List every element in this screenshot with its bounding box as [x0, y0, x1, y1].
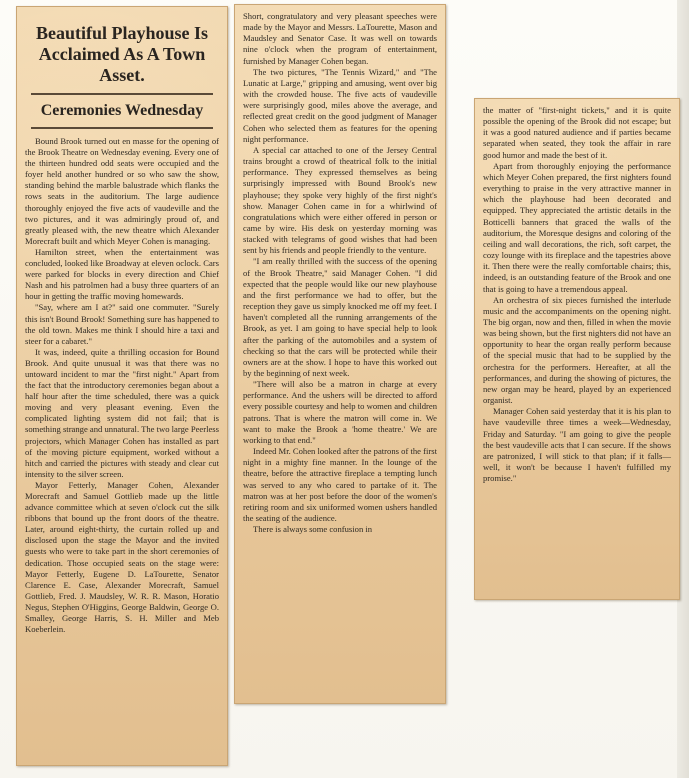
headline-rule — [31, 93, 213, 95]
left-paragraph-4: It was, indeed, quite a thrilling occasion for Bound Brook. And quite unusual it was that there was no untoward incident to mar the "first night." Apart from the fact that the introductory ceremonies began about a half hour after the time scheduled, there was a quick moving and very pleasant evening. Even the complicated lighting system did not fail; that is something strange and unnatural. The two large Peerless projectors, which Manager Cohen has installed as part of the moving picture equipment, worked without a hitch and carried the pictures with steady and clear cut intensity to the silver screen. — [25, 346, 219, 479]
right-paragraph-3: An orchestra of six pieces furnished the interlude music and the accompaniments on the opening night. The big organ, now and then, filled in when the movie was being shown, but the first nighters did not have an opportunity to hear the organ really perform because of the special music that had to be supplied by the orchestra for the performers. Hereafter, at all the performances, and during the showing of pictures, the new organ may be heard, played by an experienced organist. — [483, 294, 671, 406]
clipping-right-column — [474, 98, 680, 600]
left-paragraph-3: "Say, where am I at?" said one commuter. "Surely this isn't Bound Brook! Something sure has happened to the old town. Makes me think I should hire a taxi and steer for a cabaret." — [25, 302, 219, 346]
subheadline-rule — [31, 127, 213, 129]
middle-column-body — [235, 5, 445, 539]
article-headline: Beautiful Playhouse Is Acclaimed As A Town Asset. — [35, 23, 209, 85]
middle-paragraph-5: "There will also be a matron in charge at every performance. And the ushers will be directed to afford every possible courtesy and help to women and children patrons. That is where the matron will come in. We want to make the Brook a 'home theatre.' We are working to that end." — [243, 379, 437, 445]
clipping-left-column — [16, 6, 228, 766]
right-paragraph-1: the matter of "first-night tickets," and it is quite possible the opening of the Brook did not escape; but it was a good natured audience and if parties became separated when seated, they took the affair in rare good humor and made the best of it. — [483, 105, 671, 160]
middle-paragraph-1: Short, congratulatory and very pleasant speeches were made by the Mayor and Messrs. LaTourette, Mason and Maudsley and Senator Case. It was well on towards nine o'clock when the program of entertainment, furnished by Manager Cohen began. — [243, 11, 437, 66]
left-paragraph-1: Bound Brook turned out en masse for the opening of the Brook Theatre on Wednesday evening. Every one of the thirteen hundred odd seats were occupied and the foyer held another hundred or so who saw the show, standing behind the marble balustrade which flanks the rows seats in the auditorium. The large audience thoroughly enjoyed the five acts of vaudeville and the two pictures, and it was admiringly proud of, and greatly pleased with, the new theatre which Alexander Morecraft built and which Meyer Cohen is managing. — [25, 136, 219, 246]
article-subheadline: Ceremonies Wednesday — [40, 102, 204, 119]
right-column-body — [475, 99, 679, 488]
middle-paragraph-3: A special car attached to one of the Jersey Central trains brought a crowd of theatrical folk to the initial performance. They expressed themselves as being surprisingly impressed with Bound Brook's new playhouse; they spoke very highly of the first night's show. Manager Cohen came in for a whirlwind of congratulations which were either offered in person or came by wire. His desk on yesterday morning was stacked with telegrams of good wishes that had been sent by his friends and people friendly to the venture. — [243, 144, 437, 256]
left-paragraph-5: Mayor Fetterly, Manager Cohen, Alexander Morecraft and Samuel Gottlieb made up the little advance committee which at seven o'clock cut the silk ribbons that bound up the front doors of the theatre. Later, around eight-thirty, the curtain rolled up and disclosed upon the stage the Mayor and the invited guests who were to take part in the short ceremonies of dedication. Those occupied seats on the stage were: Mayor Fetterly, Eugene D. LaTourette, Senator Clarence E. Case, Alexander Morecraft, Samuel Gottlieb, Fred. J. Maudsley, W. R. R. Mason, Horatio Negus, Stephen O'Higgins, George Baldwin, George O. Smalley, George Harris, S. H. Miller and Meb Koeberlein. — [25, 479, 219, 635]
clipping-middle-column — [234, 4, 446, 704]
middle-paragraph-6: Indeed Mr. Cohen looked after the patrons of the first night in a mighty fine manner. In the lounge of the theatre, before the attractive fireplace a tempting lunch was served to any who cared to partake of it. The matron was at her post before the door of the women's retiring room and six uniformed women ushers handled the seating of the audience. — [243, 446, 437, 524]
middle-paragraph-4: "I am really thrilled with the success of the opening of the Brook Theatre," said Manager Cohen. "I did expected that the people would like our new playhouse and the first performance we had to offer, but the reception they gave us simply knocked me off my feet. I haven't completed all the running arrangements of the Brook, as yet. I am going to have special help to look after the parking of the automobiles and a system of checking so that the cars will be protected while their owners are at the show. I hope to have this worked out by the beginning of next week. — [243, 256, 437, 378]
left-paragraph-2: Hamilton street, when the entertainment was concluded, looked like Broadway at eleven oclock. Cars were parked for blocks in every direction and Chief Nash and his patrolmen had a busy three quarters of an hour in getting the traffic moving homewards. — [25, 246, 219, 302]
left-column-body — [17, 7, 227, 639]
right-paragraph-2: Apart from thoroughly enjoying the performance which Meyer Cohen prepared, the first nighters found everything to praise in the very attractive manner in which the playhouse had been decorated and equipped. They appreciated the artistic details in the Botticelli banners that graced the walls of the auditorium, the Moresque designs and coloring of the ceiling and wall decorations, the rich, soft carpet, the cozy lounge with its fireplace and the tapestries above it. Then there were the really comfortable chairs; this, indeed, is an outstanding feature of the Brook and one that is going to have a tremendous appeal. — [483, 160, 671, 294]
right-paragraph-4: Manager Cohen said yesterday that it is his plan to have vaudeville three times a week—Wednesday, Friday and Saturday. "I am going to give the people the best vaudeville acts that I can secure. If the shows are patronized, I will stick to that plan; if it falls—well, it won't be because I haven't fulfilled my promise." — [483, 406, 671, 484]
middle-paragraph-2: The two pictures, "The Tennis Wizard," and "The Lunatic at Large," gripping and amusing, went over big with the crowded house. The five acts of vaudeville were surprisingly good, miles above the average, and reflected great credit on the good judgment of Manager Cohen who selected them as features for the opening night performance. — [243, 66, 437, 144]
middle-paragraph-7: There is always some confusion in — [253, 524, 373, 535]
